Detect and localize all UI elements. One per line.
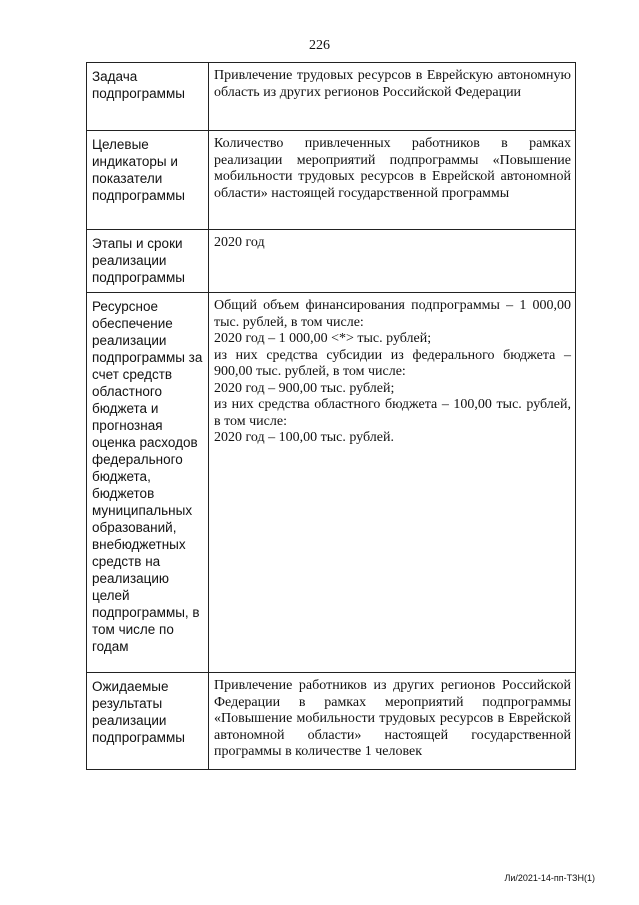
table-row (87, 293, 576, 673)
row-value-indicators: Количество привлеченных работников в рамках реализации мероприятий подпрограммы «Повышение мобильности трудовых ресурсов в Еврейской автономной области» настоящей государственной программы (209, 131, 576, 230)
table-row (87, 63, 576, 131)
row-value-results: Привлечение работников из других регионов Российской Федерации в рамках мероприятий подпрограммы «Повышение мобильности трудовых ресурсов в Еврейской автономной области» настоящей государственной программы в количестве 1 человек (209, 673, 576, 770)
funding-line: из них средства субсидии из федерального бюджета – 900,00 тыс. рублей, в том числе: (214, 347, 571, 379)
row-label-stages: Этапы и сроки реализации подпрограммы (87, 230, 209, 293)
row-label-resources: Ресурсное обеспечение реализации подпрограммы за счет средств областного бюджета и прогнозная оценка расходов федерального бюджета, бюджетов муниципальных образований, внебюджетных средств на реализацию целей подпрограммы, в том числе по годам (87, 293, 209, 673)
subprogram-passport-table (86, 62, 576, 770)
row-value-stages: 2020 год (209, 230, 576, 293)
funding-line: Общий объем финансирования подпрограммы – 1 000,00 тыс. рублей, в том числе: (214, 298, 571, 330)
document-code: Ли/2021-14-пп-ТЗН(1) (504, 873, 595, 883)
funding-line: из них средства областного бюджета – 100,00 тыс. рублей, в том числе: (214, 397, 571, 429)
funding-line: 2020 год – 100,00 тыс. рублей. (214, 430, 394, 445)
row-value-resources (209, 293, 576, 673)
row-label-task: Задача подпрограммы (87, 63, 209, 131)
page-number: 226 (309, 38, 330, 53)
table-row (87, 131, 576, 230)
row-label-indicators: Целевые индикаторы и показатели подпрограммы (87, 131, 209, 230)
row-value-task: Привлечение трудовых ресурсов в Еврейскую автономную область из других регионов Российской Федерации (209, 63, 576, 131)
row-label-results: Ожидаемые результаты реализации подпрограммы (87, 673, 209, 770)
funding-line: 2020 год – 1 000,00 <*> тыс. рублей; (214, 331, 432, 346)
table-row (87, 673, 576, 770)
table-row (87, 230, 576, 293)
funding-line: 2020 год – 900,00 тыс. рублей; (214, 380, 395, 396)
